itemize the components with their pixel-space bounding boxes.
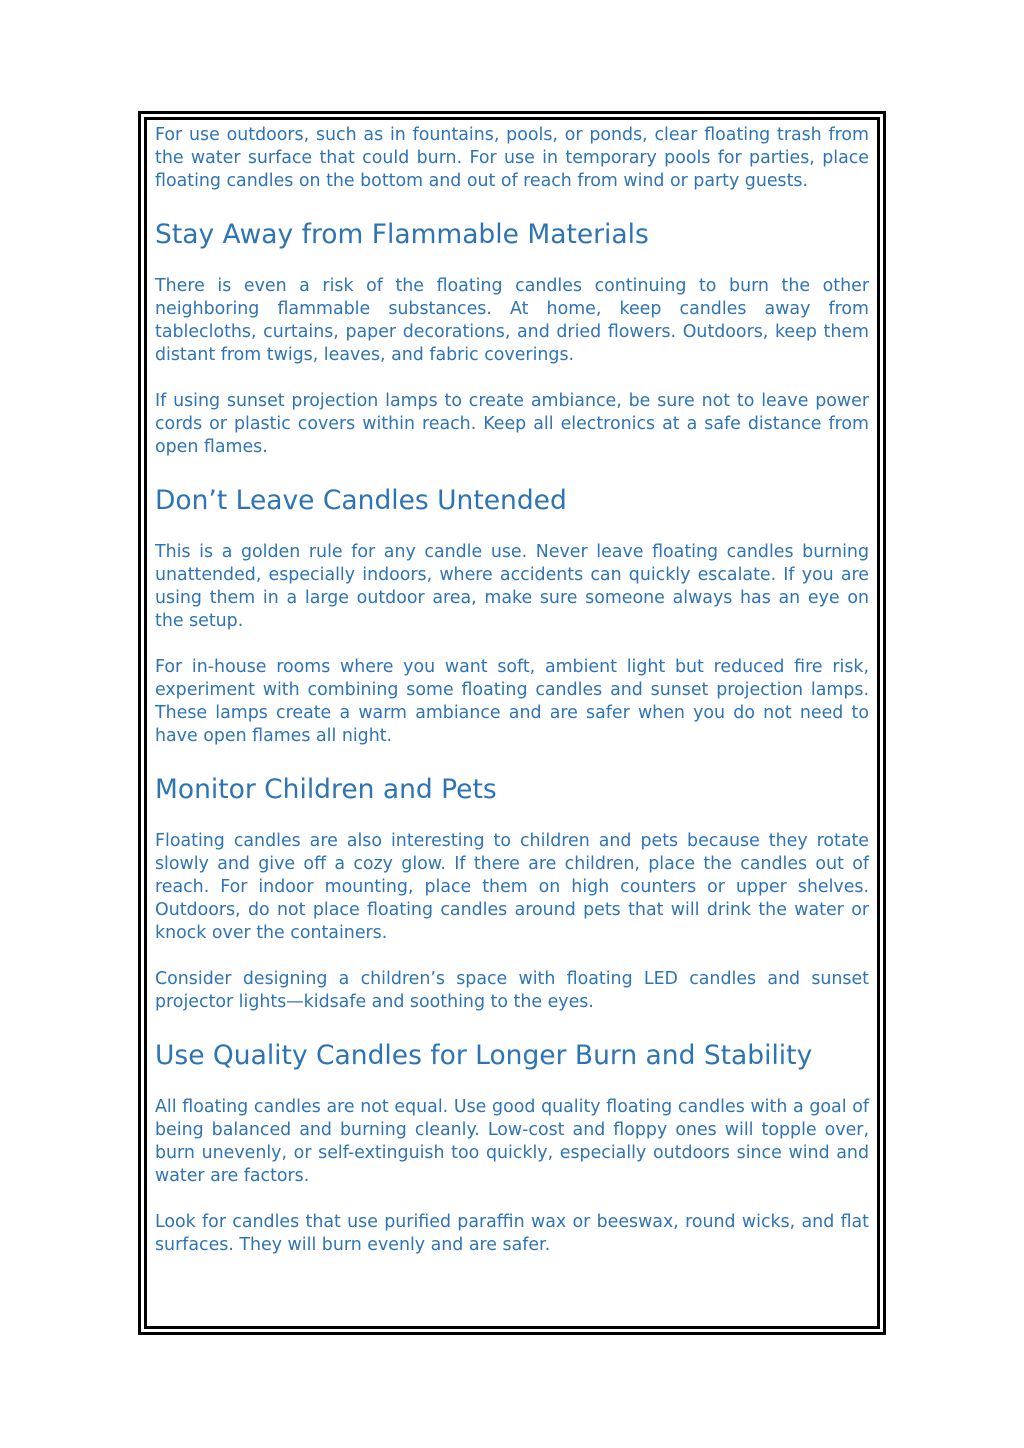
paragraph-wax-wicks: Look for candles that use purified paraffin wax or beeswax, round wicks, and flat surfaces. They will burn evenly and are safer.: [155, 1212, 869, 1255]
paragraph-in-house-rooms: For in-house rooms where you want soft, ambient light but reduced fire risk, experiment with combining some floating candles and sunset projection lamps. These lamps create a warm ambiance and are safer when you do not need to have open flames all night.: [155, 657, 869, 746]
paragraph-outdoor-use: For use outdoors, such as in fountains, pools, or ponds, clear floating trash from the water surface that could burn. For use in temporary pools for parties, place floating candles on the bottom and out of reach from wind or party guests.: [155, 125, 869, 191]
paragraph-quality-candles: All floating candles are not equal. Use good quality floating candles with a goal of being balanced and burning cleanly. Low-cost and floppy ones will topple over, burn unevenly, or self-extinguish too quickly, especially outdoors since wind and water are factors.: [155, 1097, 869, 1186]
heading-flammable-materials: Stay Away from Flammable Materials: [155, 219, 649, 250]
heading-children-pets: Monitor Children and Pets: [155, 774, 497, 805]
paragraph-projection-lamps: If using sunset projection lamps to create ambiance, be sure not to leave power cords or plastic covers within reach. Keep all electronics at a safe distance from open flames.: [155, 391, 869, 457]
paragraph-golden-rule: This is a golden rule for any candle use. Never leave floating candles burning unattended, especially indoors, where accidents can quickly escalate. If you are using them in a large outdoor area, make sure someone always has an eye on the setup.: [155, 542, 869, 631]
document-body: [155, 124, 869, 1280]
paragraph-children-pets: Floating candles are also interesting to children and pets because they rotate slowly and give off a cozy glow. If there are children, place the candles out of reach. For indoor mounting, place them on high counters or upper shelves. Outdoors, do not place floating candles around pets that will drink the water or knock over the containers.: [155, 831, 869, 943]
heading-untended-candles: Don’t Leave Candles Untended: [155, 485, 567, 516]
paragraph-flammable-risk: There is even a risk of the floating candles continuing to burn the other neighboring flammable substances. At home, keep candles away from tablecloths, curtains, paper decorations, and dried flowers. Outdoors, keep them distant from twigs, leaves, and fabric coverings.: [155, 276, 869, 365]
heading-quality-candles: Use Quality Candles for Longer Burn and Stability: [155, 1040, 813, 1071]
paragraph-childrens-space: Consider designing a children’s space with floating LED candles and sunset projector lights—kidsafe and soothing to the eyes.: [155, 969, 869, 1012]
